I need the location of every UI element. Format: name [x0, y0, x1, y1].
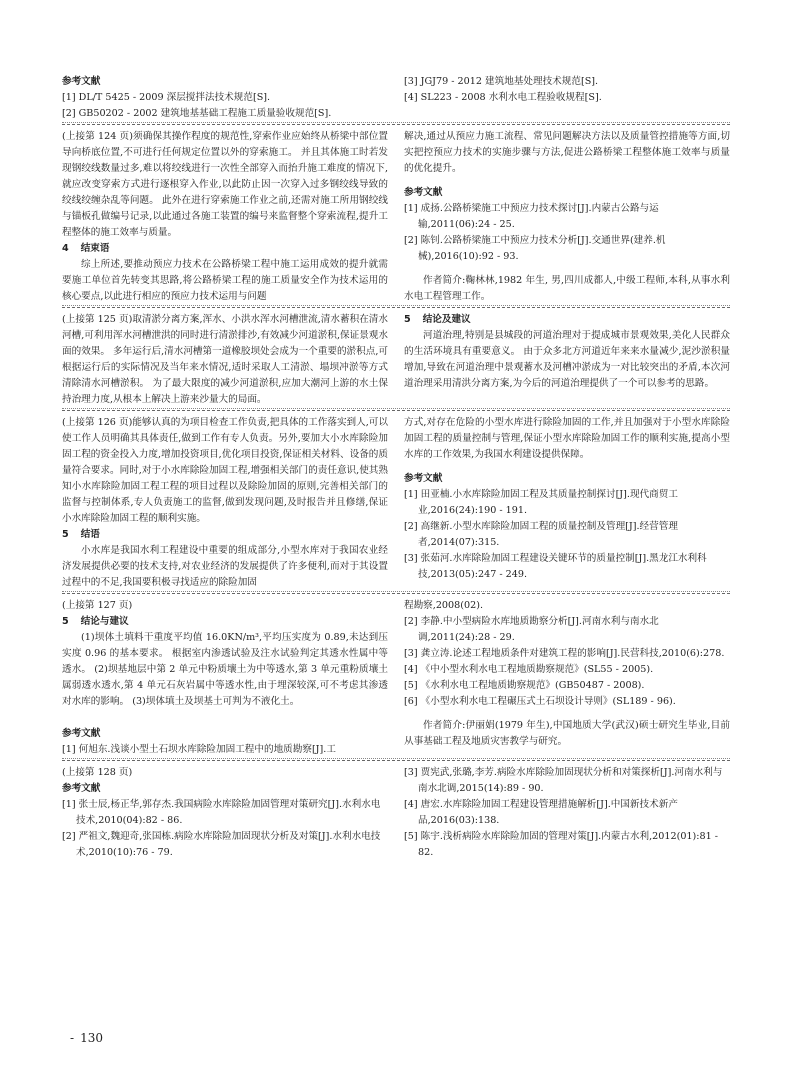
block-5 [62, 598, 730, 758]
section-title: 结论与建议 [80, 616, 129, 627]
references-heading: 参考文献 [404, 473, 443, 484]
spacer [404, 710, 730, 718]
section-heading [404, 312, 730, 328]
body-paragraph: 解决,通过从预应力施工流程、常见问题解决方法以及质量管控措施等方面,切实把控预应力技术的实施步骤与方法,促进公路桥梁工程整体施工效率与质量的优化提升。 [404, 131, 730, 174]
block-1-left [62, 74, 388, 122]
reference-item: [2] 高继新.小型水库除险加固工程的质量控制及管理[J].经营管理者,2014(07):315. [404, 521, 678, 548]
reference-item: [2] GB50202 - 2002 建筑地基基础工程施工质量验收规范[S]. [62, 108, 332, 119]
body-paragraph: 小水库是我国水利工程建设中重要的组成部分,小型水库对于我国农业经济发展提供必要的技术支持,对农业经济的发展提供了许多便利,而对于其设置过程中的不足,我国要积极寻找适应的除险加固 [62, 545, 388, 588]
section-divider [62, 124, 730, 125]
reference-item: [3] 龚立涛.论述工程地质条件对建筑工程的影响[J].民营科技,2010(6):278. [404, 648, 725, 659]
author-bio: 作者简介:鞠林林,1982 年生, 男,四川成都人,中级工程师,本科,从事水利水电工程管理工作。 [404, 275, 730, 302]
spacer [404, 265, 730, 273]
page-number [70, 1031, 103, 1045]
references-heading: 参考文献 [62, 783, 101, 794]
body-paragraph: (上接第 124 页)须确保其操作程度的规范性,穿索作业应始终从桥梁中部位置导向桥底位置,不可进行任何规定位置以外的穿索施工。 并且其体施工时若发现钢绞线数量过多,难以将绞线进行一次性全部穿入而抬升施工难度的情况下,就应改变穿索方式进行逐根穿入作业,以此防止因一次穿入过多钢绞线导致的绞线绞缠杂乱等问题。 此外在进行穿索施工作业之前,还需对施工所用钢绞线与锚板孔做编号记录,以此通过各施工装置的编号来监督整个穿索流程,提升工程整体的施工效率与质量。 [62, 131, 388, 238]
block-4-right [404, 415, 730, 591]
reference-item: [3] 张茹河.水库除险加固工程建设关键环节的质量控制[J].黑龙江水利科技,2013(05):247 - 249. [404, 553, 707, 580]
section-number: 4 [62, 243, 69, 254]
reference-item: [2] 严祖文,魏迎奇,张国栋.病险水库除险加固现状分析及对策[J].水利水电技术,2010(10):76 - 79. [62, 831, 381, 858]
body-paragraph: (上接第 127 页) [62, 600, 133, 611]
body-paragraph: 方式,对存在危险的小型水库进行除险加固的工作,并且加强对于小型水库除险加固工程的质量控制与管理,保证小型水库除险加固工作的顺利实施,提高小型水库的工作效果,为我国水利建设提供保障。 [404, 417, 730, 460]
section-title: 结论及建议 [422, 314, 471, 325]
body-paragraph: (上接第 126 页)能够认真的为项目检查工作负责,把具体的工作落实到人,可以使工作人员明确其具体责任,做到工作有专人负责。另外,要加大小水库除险加固工程的资金投入力度,增加投资项目,优化项目投资,保证相关材料、设备的质量符合要求。同时,对于小水库除险加固工程,增强相关部门的责任意识,使其熟知小水库除险加固工程工程的项目过程以及除险加固的原则,完善相关部门的监督与控制体系,专人负责施工的监督,做到发现问题,及时报告并且修缮,保证小水库除险加固工程的顺利实施。 [62, 417, 388, 524]
reference-item: [2] 陈钊.公路桥梁施工中预应力技术分析[J].交通世界(建养.机械),2016(10):92 - 93. [404, 235, 666, 262]
reference-item: [2] 李静.中小型病险水库地质勘察分析[J].河南水利与南水北调,2011(24):28 - 29. [404, 616, 659, 643]
block-5-left [62, 598, 388, 758]
page-content [62, 74, 730, 861]
reference-item: [5] 《水利水电工程地质勘察规范》(GB50487 - 2008). [404, 680, 645, 691]
page-number-dash: - [70, 1031, 75, 1045]
block-3-right [404, 312, 730, 408]
reference-item: [1] 田亚楠.小水库除险加固工程及其质量控制探讨[J].现代商贸工业,2016(24):190 - 191. [404, 489, 678, 516]
block-3-left [62, 312, 388, 408]
references-heading: 参考文献 [404, 187, 443, 198]
reference-item: [4] 唐宏.水库除险加固工程建设管理措施解析[J].中国新技术新产品,2016(03):138. [404, 799, 678, 826]
section-title: 结语 [80, 529, 100, 540]
section-heading [62, 614, 388, 630]
section-heading [62, 527, 388, 543]
body-paragraph: 河道治理,特别是县城段的河道治理对于提成城市景观效果,美化人民群众的生活环境具有重要意义。 由于众多北方河道近年来来水量减少,泥沙淤积量增加,导致在河道治理中景观蓄水及河槽冲淤成为一对比较突出的矛盾,本次河道治理采用清洪分离方案,为今后的河道治理提供了一个可以参考的思路。 [404, 330, 730, 389]
block-2-right [404, 129, 730, 305]
reference-item: [1] 何旭东.浅谈小型土石坝水库除险加固工程中的地质勘察[J].工 [62, 744, 336, 755]
block-6 [62, 765, 730, 861]
reference-item: [1] DL/T 5425 - 2009 深层搅拌法技术规范[S]. [62, 92, 271, 103]
section-divider [62, 760, 730, 761]
block-2 [62, 129, 730, 305]
section-number: 5 [62, 616, 69, 627]
body-paragraph: (上接第 125 页)取清淤分离方案,浑水、小洪水浑水河槽泄流,清水蓄积在清水河槽,可利用浑水河槽泄洪的同时进行清淤排沙,有效减少河道淤积,保证景观水面的效果。 多年运行后,清水河槽第一道橡胶坝处会成为一个重要的淤积点,可根据运行后的实际情况及当年来水情况,适时采取人工清淤、塌坝冲淤等方式清除清水河槽淤积。 为了最大限度的减少河道淤积,应加大潮河上游的水土保持治理力度,从根本上解决上游来沙量大的局面。 [62, 314, 388, 405]
body-paragraph: (1)坝体土填料干重度平均值 16.0KN/m³,平均压实度为 0.89,未达到压实度 0.96 的基本要求。 根据室内渗透试验及注水试验判定其透水性属中等透水。 (2)坝基地层中第 2 单元中粉质壤土为中等透水,第 3 单元重粉质壤土属弱透水透水,第 4 单元石灰岩属中等透水性,由于埋深较深,可不考虑其渗透对水库的影响。 (3)坝体填土及坝基土可判为不液化土。 [62, 632, 388, 707]
section-number: 5 [62, 529, 69, 540]
section-heading [62, 241, 388, 257]
reference-item: [3] 贾宪武,张璐,李芳.病险水库除险加固现状分析和对策探析[J].河南水利与南水北调,2015(14):89 - 90. [404, 767, 723, 794]
reference-item: [4] SL223 - 2008 水利水电工程验收规程[S]. [404, 92, 602, 103]
reference-item: [1] 张士辰,杨正华,郭存杰.我国病险水库除险加固管理对策研究[J].水利水电技术,2010(04):82 - 86. [62, 799, 381, 826]
block-4 [62, 415, 730, 591]
body-paragraph: 综上所述,要推动预应力技术在公路桥梁工程中施工运用成效的提升就需要施工单位首先转变其思路,将公路桥梁工程的施工质量安全作为技术运用的核心要点,以此进行相应的预应力技术运用与问题 [62, 259, 388, 302]
page-number-value: 130 [80, 1031, 103, 1045]
section-title: 结束语 [80, 243, 110, 254]
reference-item: [4] 《中小型水利水电工程地质勘察规范》(SL55 - 2005). [404, 664, 654, 675]
reference-item: [3] JGJ79 - 2012 建筑地基处理技术规范[S]. [404, 76, 599, 87]
block-1 [62, 74, 730, 122]
section-divider [62, 307, 730, 308]
block-5-right [404, 598, 730, 758]
reference-item: [5] 陈宇.浅析病险水库除险加固的管理对策[J].内蒙古水利,2012(01):81 - 82. [404, 831, 719, 858]
block-1-right [404, 74, 730, 122]
block-3 [62, 312, 730, 408]
body-paragraph: (上接第 128 页) [62, 767, 133, 778]
reference-item: [6] 《小型水利水电工程碾压式土石坝设计导则》(SL189 - 96). [404, 696, 676, 707]
block-6-right [404, 765, 730, 861]
references-heading: 参考文献 [62, 728, 101, 739]
section-divider [62, 593, 730, 594]
author-bio: 作者简介:伊丽娟(1979 年生),中国地质大学(武汉)硕士研究生毕业,目前从事基础工程及地质灾害教学与研究。 [404, 720, 730, 747]
block-6-left [62, 765, 388, 861]
spacer [404, 463, 730, 471]
reference-item: [1] 成扬.公路桥梁施工中预应力技术探讨[J].内蒙古公路与运输,2011(06):24 - 25. [404, 203, 659, 230]
spacer [62, 710, 388, 718]
references-heading: 参考文献 [62, 76, 101, 87]
spacer [404, 177, 730, 185]
body-paragraph: 程勘察,2008(02). [404, 600, 483, 611]
section-divider [62, 410, 730, 411]
spacer [62, 718, 388, 726]
section-number: 5 [404, 314, 411, 325]
block-2-left [62, 129, 388, 305]
block-4-left [62, 415, 388, 591]
